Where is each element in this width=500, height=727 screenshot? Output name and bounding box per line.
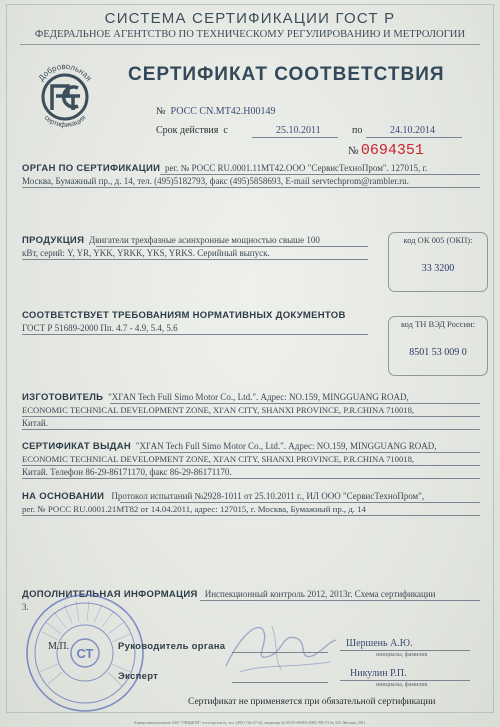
blank-number-row [348, 142, 424, 159]
expert-name: Никулин Р.П. [350, 668, 407, 679]
signature [212, 612, 342, 682]
underline [22, 429, 480, 430]
validity-label: Срок действия [156, 125, 219, 136]
expert-caption: инициалы, фамилия [376, 682, 428, 688]
cert-number-row [156, 106, 276, 117]
header-rule [20, 44, 480, 45]
head-label: Руководитель органа [118, 641, 226, 652]
okp-label: код ОК 005 (ОКП): [403, 235, 473, 245]
issued-text-2: ECONOMIC TECHNICAL DEVELOPMENT ZONE, XI'AN CITY, SHANXI PROVINCE, P.R.CHINA 710018, [22, 454, 415, 464]
underline [232, 682, 328, 683]
compliance-text: ГОСТ Р 51689-2000 Пп. 4.7 - 4.9, 5.4, 5.6 [22, 323, 178, 333]
svg-text:сертификация [43, 114, 88, 129]
organ-text-1: рег. № РОСС RU.0001.11МТ42.ООО "СервисТехноПром". 127015, г. [165, 163, 428, 173]
compliance-heading: СООТВЕТСТВУЕТ ТРЕБОВАНИЯМ НОРМАТИВНЫХ ДОКУМЕНТОВ [22, 310, 346, 321]
logo-bottom-text: сертификация [42, 114, 88, 130]
underline [22, 187, 480, 188]
head-caption: инициалы, фамилия [376, 652, 428, 658]
validity-from: 25.10.2011 [276, 125, 321, 136]
official-stamp [24, 592, 146, 714]
gost-r-logo [28, 52, 102, 140]
note: Сертификат не применяется при обязательной сертификации [188, 697, 436, 707]
number-prefix: № [156, 106, 166, 117]
basis-text-1: Протокол испытаний №2928-1011 от 25.10.2011 г., ИЛ ООО "СервисТехноПром", [111, 491, 425, 501]
manufacturer-text-1: "XI'AN Tech Full Simo Motor Co., Ltd.". Адрес: NO.159, MINGGUANG ROAD, [108, 392, 409, 402]
underline [22, 334, 368, 335]
underline [340, 650, 470, 651]
underline [22, 259, 368, 260]
underline [200, 600, 480, 601]
manufacturer-text-3: Китай. [22, 418, 48, 428]
okp-value: 33 3200 [421, 263, 455, 274]
logo-top-text: Добровольная [36, 61, 94, 83]
product-text-2: кВт, серий: Y, YR, YKK, YRKK, YKS, YRKS. Серийный выпуск. [22, 248, 270, 258]
organ-text-2: Москва, Бумажный пр., д. 14, тел. (495)5182793, факс (495)5858693, E-mail servtechprom@rambler.ru. [22, 176, 409, 186]
system-heading: СИСТЕМА СЕРТИФИКАЦИИ ГОСТ Р [104, 10, 396, 27]
product-text-1: Двигатели трехфазные асинхронные мощностью свыше 100 [88, 235, 320, 245]
issued-text-1: "XI'AN Tech Full Simo Motor Co., Ltd.". Адрес: NO.159, MINGGUANG ROAD, [135, 441, 437, 451]
validity-row [156, 125, 228, 136]
validity-to: 24.10.2014 [390, 125, 435, 136]
stamp-center: СТ [76, 646, 94, 661]
validity-from-label: с [223, 125, 228, 136]
additional-text-2: 3. [22, 602, 29, 612]
additional-text-1: Инспекционный контроль 2012, 2013г. Схема сертификации [204, 589, 436, 599]
underline [232, 652, 328, 653]
underline [22, 465, 480, 466]
mp-label: М.П. [48, 641, 70, 652]
organ-heading: ОРГАН ПО СЕРТИФИКАЦИИ [22, 163, 161, 174]
underline [22, 416, 480, 417]
cert-number: РОСС CN.МТ42.Н00149 [170, 106, 276, 117]
manufacturer-line1 [22, 392, 409, 403]
underline [22, 478, 480, 479]
underline [110, 403, 480, 404]
product-line1 [22, 235, 320, 246]
basis-heading: НА ОСНОВАНИИ [22, 491, 105, 502]
basis-text-2: рег. № РОСС RU.0001.21МТ82 от 14.04.2011, адрес: 127015, г. Москва, Бумажный пр., д. 14 [22, 504, 366, 514]
underline [140, 452, 480, 453]
additional-heading: ДОПОЛНИТЕЛЬНАЯ ИНФОРМАЦИЯ [22, 589, 198, 600]
underline [120, 502, 480, 503]
issued-heading: СЕРТИФИКАТ ВЫДАН [22, 441, 132, 452]
manufacturer-heading: ИЗГОТОВИТЕЛЬ [22, 392, 104, 403]
issued-line1 [22, 441, 437, 452]
head-name: Шершень А.Ю. [346, 638, 413, 649]
issued-text-3: Китай. Телефон 86-29-86171170, факс 86-29-86171170. [22, 467, 232, 477]
okp-code-box [388, 232, 488, 292]
expert-label: Эксперт [118, 671, 159, 682]
blank-number: 0694351 [360, 142, 424, 159]
organ-line1 [22, 163, 427, 174]
underline [252, 137, 338, 138]
agency-heading: ФЕДЕРАЛЬНОЕ АГЕНТСТВО ПО ТЕХНИЧЕСКОМУ РЕГУЛИРОВАНИЮ И МЕТРОЛОГИИ [34, 29, 466, 40]
printer-footer: Бланки выпускаемые ЗАО "ОПЦИОН" www.opcion.ru, тел. (495) 726-47-42, лицензия № 05-05-09/003 ФНС РФ ТЗ № 343. Москва, 2011 [134, 720, 366, 725]
manufacturer-text-2: ECONOMIC TECHNICAL DEVELOPMENT ZONE, XI'AN CITY, SHANXI PROVINCE, P.R.CHINA 710018, [22, 405, 415, 415]
underline [340, 680, 470, 681]
underline [96, 246, 368, 247]
tnved-value: 8501 53 009 0 [409, 347, 467, 358]
underline [22, 515, 480, 516]
svg-text:Добровольная [37, 62, 94, 83]
validity-to-label: по [352, 125, 363, 136]
tnved-code-box [388, 316, 488, 376]
blank-prefix: № [348, 145, 359, 157]
tnved-label: код ТН ВЭД России: [400, 319, 476, 329]
underline [160, 174, 480, 175]
product-heading: ПРОДУКЦИЯ [22, 235, 85, 246]
certificate-title: СЕРТИФИКАТ СООТВЕТСТВИЯ [128, 64, 445, 85]
underline [366, 137, 462, 138]
basis-line1 [22, 491, 424, 502]
